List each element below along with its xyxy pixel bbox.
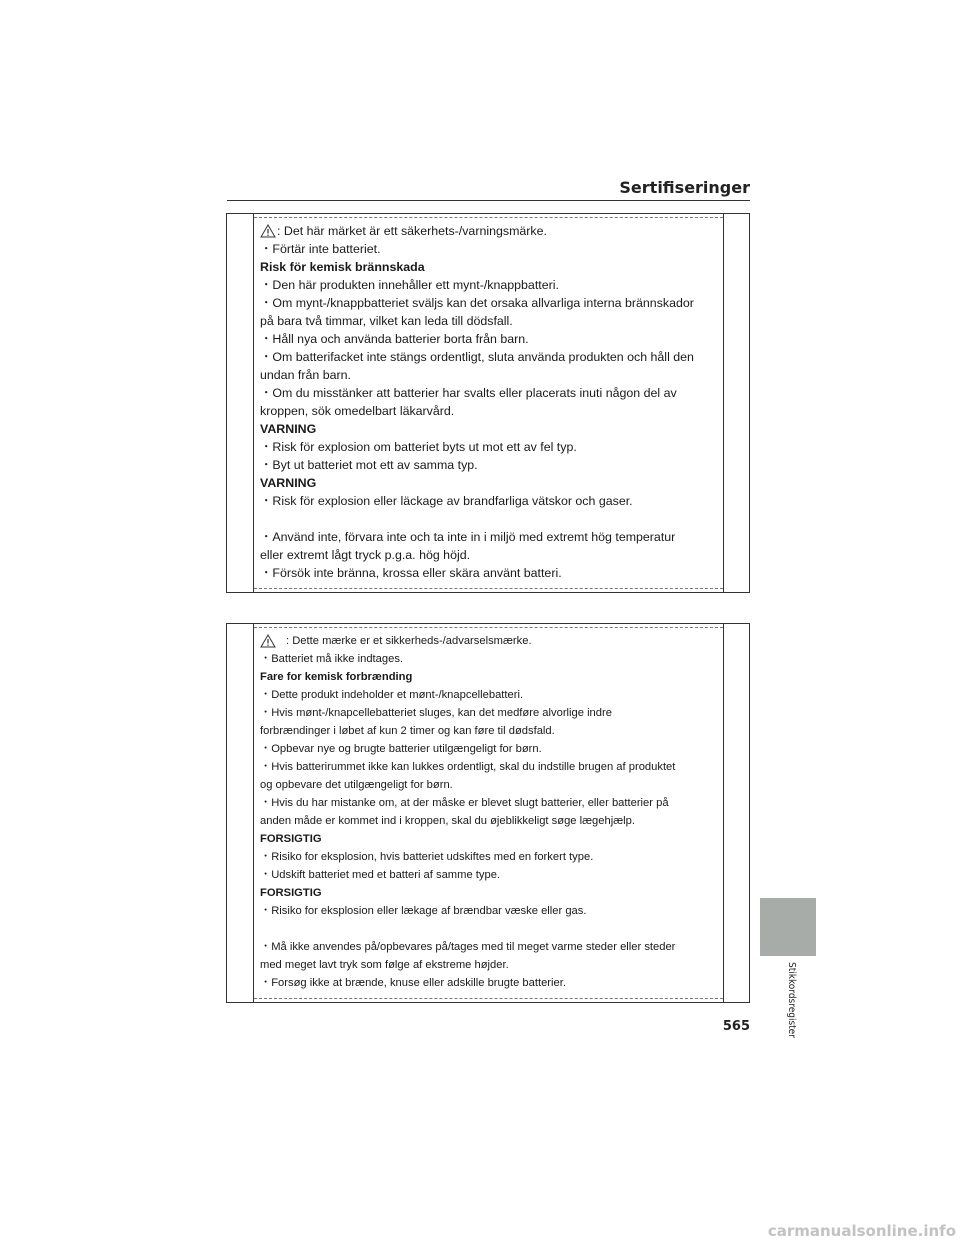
- heading-line: VARNING: [260, 422, 317, 436]
- warning-triangle-icon: [260, 634, 276, 648]
- swedish-warning-box: [226, 213, 750, 593]
- heading-line: FORSIGTIG: [260, 887, 322, 899]
- heading-line: FORSIGTIG: [260, 833, 322, 845]
- section-title: Sertifiseringer: [619, 178, 750, 197]
- heading-line: Risk för kemisk brännskada: [260, 260, 425, 274]
- warning-line: [260, 632, 715, 650]
- box-dashed-bottom: [254, 998, 723, 999]
- swedish-text: [260, 222, 715, 582]
- box-dashed-bottom: [254, 588, 723, 589]
- text-line: forbrændinger i løbet af kun 2 timer og kan føre til dødsfald.: [260, 725, 555, 737]
- text-line: ・ Risiko for eksplosion, hvis batteriet udskiftes med en forkert type.: [260, 848, 715, 866]
- text-line: på bara två timmar, vilket kan leda till dödsfall.: [260, 314, 513, 328]
- watermark[interactable]: carmanualsonline.info: [767, 1222, 956, 1240]
- heading-line: Fare for kemisk forbrænding: [260, 671, 413, 683]
- warning-line: [260, 222, 715, 240]
- text-line: ・ Hvis du har mistanke om, at der måske er blevet slugt batterier, eller batterier på: [260, 794, 715, 812]
- text-line: ・ Dette produkt indeholder et mønt-/knapcellebatteri.: [260, 686, 715, 704]
- text-line: ・ Hvis batterirummet ikke kan lukkes ordentligt, skal du indstille brugen af produktet: [260, 758, 715, 776]
- text-line: og opbevare det utilgængeligt for børn.: [260, 779, 453, 791]
- index-tab[interactable]: [760, 898, 816, 956]
- text-line: ・ Håll nya och använda batterier borta från barn.: [260, 330, 715, 348]
- text-line: ・ Forsøg ikke at brænde, knuse eller adskille brugte batterier.: [260, 974, 715, 992]
- text-line: ・ Batteriet må ikke indtages.: [260, 650, 715, 668]
- text-line: anden måde er kommet ind i kroppen, skal du øjeblikkeligt søge lægehjælp.: [260, 815, 635, 827]
- text-line: ・ Använd inte, förvara inte och ta inte in i miljö med extremt hög temperatur: [260, 528, 715, 546]
- text-line: ・ Försök inte bränna, krossa eller skära använt batteri.: [260, 564, 715, 582]
- text-line: eller extremt lågt tryck p.g.a. hög höjd.: [260, 548, 471, 562]
- text-line: ・ Hvis mønt-/knapcellebatteriet sluges, kan det medføre alvorlige indre: [260, 704, 715, 722]
- index-side-label: Stikkordsregister: [786, 962, 797, 1038]
- page-number: 565: [722, 1019, 750, 1034]
- text-line: ・ Opbevar nye og brugte batterier utilgængeligt for børn.: [260, 740, 715, 758]
- box-left-rule: [253, 624, 254, 1002]
- text-line: ・ Byt ut batteriet mot ett av samma typ.: [260, 456, 715, 474]
- text-line: ・ Den här produkten innehåller ett mynt-/knappbatteri.: [260, 276, 715, 294]
- text-line: ・ Risk för explosion om batteriet byts ut mot ett av fel typ.: [260, 438, 715, 456]
- heading-line: VARNING: [260, 476, 317, 490]
- text-line: kroppen, sök omedelbart läkarvård.: [260, 404, 455, 418]
- text-line: ・ Udskift batteriet med et batteri af samme type.: [260, 866, 715, 884]
- danish-warning-box: [226, 623, 750, 1003]
- text-line: ・ Risiko for eksplosion eller lækage af brændbar væske eller gas.: [260, 902, 715, 920]
- box-left-rule: [253, 214, 254, 592]
- text-line: ・ Om mynt-/knappbatteriet sväljs kan det orsaka allvarliga interna brännskador: [260, 294, 715, 312]
- warning-line-text: : Dette mærke er et sikkerheds-/advarselsmærke.: [286, 635, 532, 647]
- title-rule: [227, 200, 750, 201]
- box-right-rule: [723, 214, 724, 592]
- box-right-rule: [723, 624, 724, 1002]
- text-line: ・ Må ikke anvendes på/opbevares på/tages med til meget varme steder eller steder: [260, 938, 715, 956]
- text-line: ・ Om batterifacket inte stängs ordentligt, sluta använda produkten och håll den: [260, 348, 715, 366]
- box-dashed-top: [254, 217, 723, 218]
- danish-text: [260, 632, 715, 992]
- warning-triangle-icon: [260, 224, 276, 238]
- warning-line-text: : Det här märket är ett säkerhets-/varningsmärke.: [277, 224, 547, 238]
- text-line: ・ Förtär inte batteriet.: [260, 240, 715, 258]
- box-dashed-top: [254, 627, 723, 628]
- text-line: med meget lavt tryk som følge af ekstreme højder.: [260, 959, 509, 971]
- text-line: undan från barn.: [260, 368, 351, 382]
- text-line: ・ Om du misstänker att batterier har svalts eller placerats inuti någon del av: [260, 384, 715, 402]
- text-line: ・ Risk för explosion eller läckage av brandfarliga vätskor och gaser.: [260, 492, 715, 510]
